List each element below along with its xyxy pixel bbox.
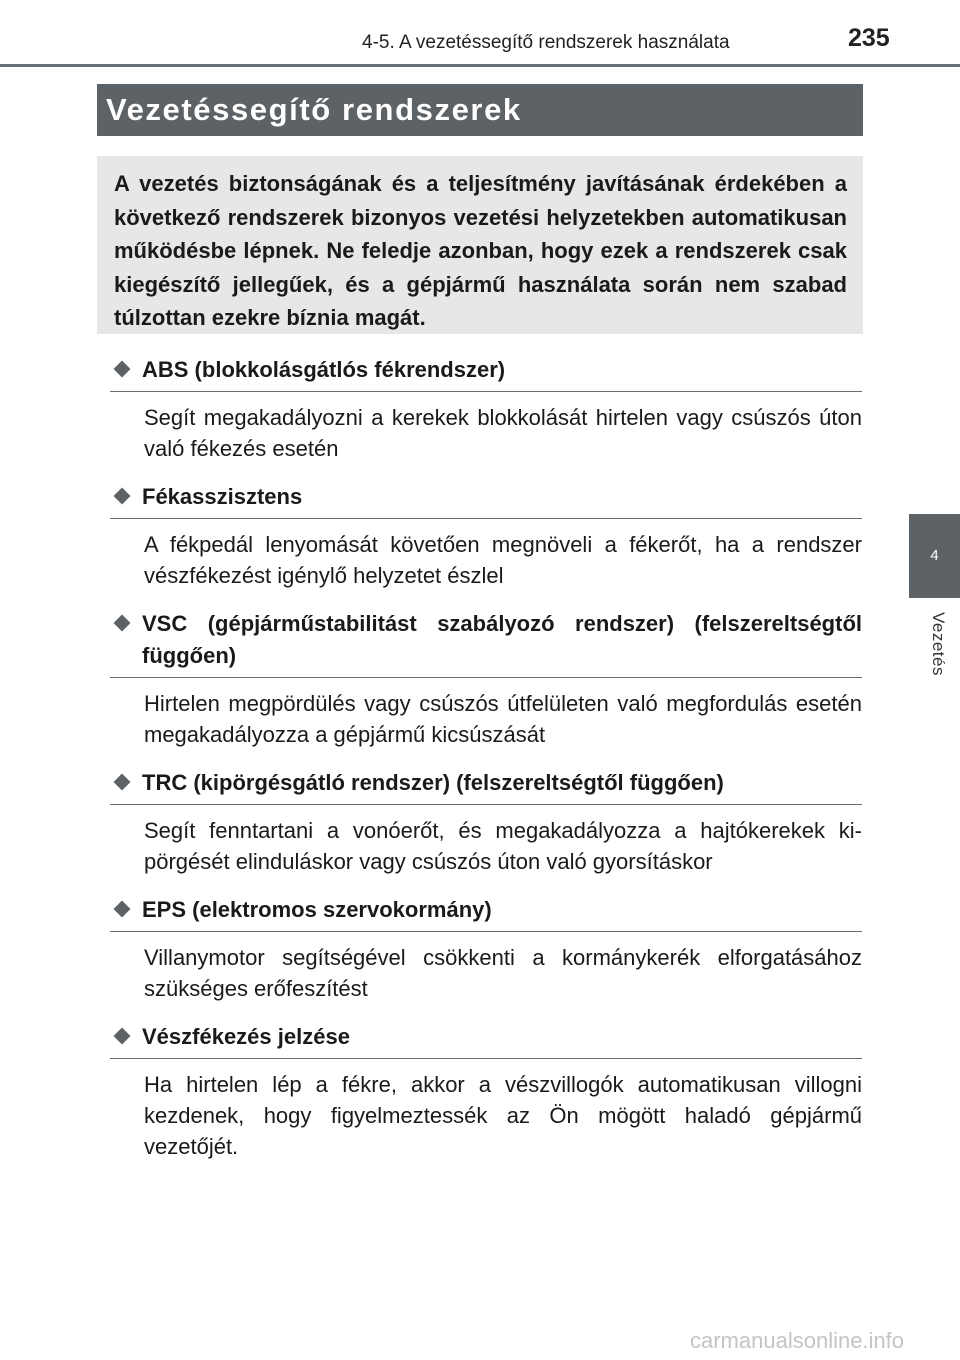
chapter-label: Vezetés: [929, 612, 948, 676]
section-eps: [110, 894, 862, 1004]
intro-text: A vezetés biztonságának és a teljesítmény javításának érdekében a következő rendszerek bizonyos vezetési helyzetekben automatikusan működésbe lépnek. Ne feledje azonban, hogy ezek a rendszerek csak kiegészítő jellegűek, és a gépjármű használata során nem szabad túlzottan ezekre bíznia magát.: [114, 171, 847, 330]
section-heading-text: ABS (blokkolásgátlós fékrendszer): [142, 357, 506, 382]
section-emergency-brake-signal: [110, 1021, 862, 1162]
header-divider: [0, 64, 960, 67]
page-title: Vezetéssegítő rendszerek: [97, 84, 863, 136]
section-body: Ha hirtelen lép a fékre, akkor a vészvillogók automatikusan villogni kezdenek, hogy figyelmeztessék az Ön mögött haladó gépjármű vezetőjét.: [144, 1072, 862, 1159]
watermark: carmanualsonline.info: [690, 1328, 905, 1353]
section-heading-text: EPS (elektromos szervokormány): [142, 897, 492, 922]
section-heading: [110, 608, 862, 678]
intro-box: [97, 156, 863, 334]
diamond-bullet-icon: [114, 901, 131, 918]
diamond-bullet-icon: [114, 1028, 131, 1045]
chapter-tab: 4: [909, 514, 960, 598]
section-body: Hirtelen megpördülés vagy csúszós útfelületen való megfordulás esetén megakadályozza a gépjármű kicsúszását: [144, 691, 862, 747]
section-heading: [110, 767, 862, 805]
section-body: Segít megakadályozni a kerekek blokkolását hirtelen vagy csúszós úton való fékezés esetén: [144, 405, 862, 461]
section-abs: [110, 354, 862, 464]
section-body: Segít fenntartani a vonóerőt, és megakadályozza a hajtókerekek kipörgését elinduláskor vagy csúszós úton való gyorsításkor: [144, 818, 862, 874]
section-heading-text: Fékasszisztens: [142, 484, 303, 509]
sections-list: [110, 354, 862, 1179]
section-heading: [110, 894, 862, 932]
section-trc: [110, 767, 862, 877]
section-heading: [110, 354, 862, 392]
diamond-bullet-icon: [114, 615, 131, 632]
diamond-bullet-icon: [114, 774, 131, 791]
section-heading-text: TRC (kipörgésgátló rendszer) (felszereltségtől függően): [142, 770, 724, 795]
section-body: A fékpedál lenyomását követően megnöveli a fékerőt, ha a rendszer vészfékezést igénylő helyzetet észlel: [144, 532, 862, 588]
diamond-bullet-icon: [114, 488, 131, 505]
page-number: 235: [848, 24, 890, 52]
diamond-bullet-icon: [114, 361, 131, 378]
section-heading: [110, 1021, 862, 1059]
section-body: Villanymotor segítségével csökkenti a kormánykerék elforgatásához szükséges erőfeszítést: [144, 945, 862, 1001]
section-vsc: [110, 608, 862, 750]
section-brake-assist: [110, 481, 862, 591]
section-heading: [110, 481, 862, 519]
section-heading-text: VSC (gépjárműstabilitást szabályozó rendszer) (felszereltségtől függően): [142, 611, 862, 668]
section-title: 4-5. A vezetéssegítő rendszerek használata: [362, 32, 730, 53]
section-heading-text: Vészfékezés jelzése: [142, 1024, 350, 1049]
